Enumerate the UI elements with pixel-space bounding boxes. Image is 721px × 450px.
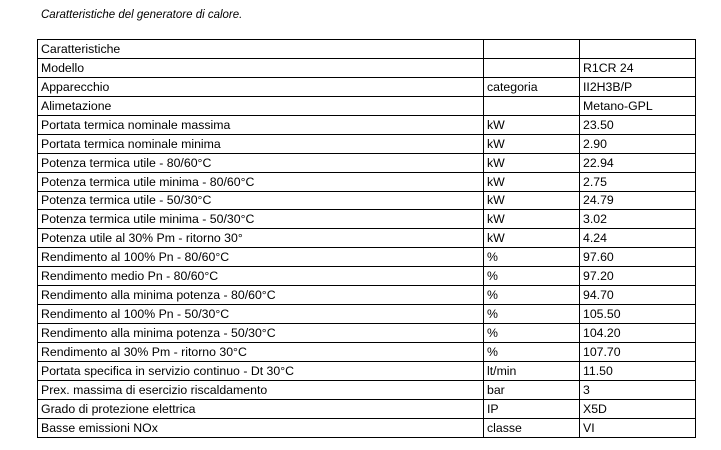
unit-cell: % <box>484 305 580 324</box>
unit-cell: kW <box>484 210 580 229</box>
value-cell: X5D <box>580 399 696 418</box>
unit-cell <box>484 96 580 115</box>
characteristic-cell: Portata specifica in servizio continuo - Dt 30°C <box>38 361 484 380</box>
unit-cell: kW <box>484 229 580 248</box>
unit-cell: % <box>484 286 580 305</box>
characteristic-cell: Prex. massima di esercizio riscaldamento <box>38 380 484 399</box>
table-row <box>38 40 696 59</box>
value-cell: 24.79 <box>580 191 696 210</box>
characteristic-cell: Portata termica nominale minima <box>38 134 484 153</box>
value-cell: 11.50 <box>580 361 696 380</box>
table-row <box>38 399 696 418</box>
table-row <box>38 380 696 399</box>
value-cell: 107.70 <box>580 343 696 362</box>
table-row <box>38 343 696 362</box>
characteristic-cell: Rendimento al 100% Pn - 50/30°C <box>38 305 484 324</box>
characteristic-cell: Rendimento alla minima potenza - 50/30°C <box>38 324 484 343</box>
unit-cell: kW <box>484 115 580 134</box>
table-row <box>38 286 696 305</box>
table-row <box>38 361 696 380</box>
table-row <box>38 191 696 210</box>
characteristic-cell: Potenza termica utile - 80/60°C <box>38 153 484 172</box>
table-row <box>38 418 696 437</box>
unit-cell <box>484 58 580 77</box>
value-cell: II2H3B/P <box>580 77 696 96</box>
table-row <box>38 153 696 172</box>
characteristic-cell: Caratteristiche <box>38 40 484 59</box>
unit-cell: % <box>484 324 580 343</box>
table-row <box>38 210 696 229</box>
specifications-table <box>37 39 696 438</box>
value-cell: 97.20 <box>580 267 696 286</box>
unit-cell: % <box>484 343 580 362</box>
table-row <box>38 229 696 248</box>
characteristic-cell: Alimetazione <box>38 96 484 115</box>
unit-cell: classe <box>484 418 580 437</box>
characteristic-cell: Rendimento alla minima potenza - 80/60°C <box>38 286 484 305</box>
value-cell: 97.60 <box>580 248 696 267</box>
value-cell: 94.70 <box>580 286 696 305</box>
characteristic-cell: Potenza termica utile minima - 80/60°C <box>38 172 484 191</box>
unit-cell: categoria <box>484 77 580 96</box>
table-caption: Caratteristiche del generatore di calore. <box>41 9 243 21</box>
characteristic-cell: Modello <box>38 58 484 77</box>
unit-cell: % <box>484 267 580 286</box>
characteristic-cell: Basse emissioni NOx <box>38 418 484 437</box>
unit-cell <box>484 40 580 59</box>
unit-cell: IP <box>484 399 580 418</box>
characteristic-cell: Apparecchio <box>38 77 484 96</box>
table-row <box>38 115 696 134</box>
characteristic-cell: Portata termica nominale massima <box>38 115 484 134</box>
characteristic-cell: Rendimento al 30% Pm - ritorno 30°C <box>38 343 484 362</box>
unit-cell: kW <box>484 134 580 153</box>
characteristic-cell: Grado di protezione elettrica <box>38 399 484 418</box>
characteristic-cell: Potenza termica utile minima - 50/30°C <box>38 210 484 229</box>
value-cell: R1CR 24 <box>580 58 696 77</box>
value-cell: 2.90 <box>580 134 696 153</box>
value-cell: 105.50 <box>580 305 696 324</box>
unit-cell: kW <box>484 153 580 172</box>
unit-cell: % <box>484 248 580 267</box>
value-cell: 22.94 <box>580 153 696 172</box>
table-row <box>38 267 696 286</box>
characteristic-cell: Potenza utile al 30% Pm - ritorno 30° <box>38 229 484 248</box>
table-row <box>38 96 696 115</box>
table-row <box>38 58 696 77</box>
value-cell: VI <box>580 418 696 437</box>
value-cell <box>580 40 696 59</box>
table-row <box>38 305 696 324</box>
value-cell: 104.20 <box>580 324 696 343</box>
unit-cell: lt/min <box>484 361 580 380</box>
table-row <box>38 324 696 343</box>
table-row <box>38 248 696 267</box>
characteristic-cell: Rendimento medio Pn - 80/60°C <box>38 267 484 286</box>
value-cell: 4.24 <box>580 229 696 248</box>
unit-cell: kW <box>484 191 580 210</box>
unit-cell: kW <box>484 172 580 191</box>
value-cell: 3.02 <box>580 210 696 229</box>
value-cell: 23.50 <box>580 115 696 134</box>
table-row <box>38 134 696 153</box>
characteristic-cell: Potenza termica utile - 50/30°C <box>38 191 484 210</box>
unit-cell: bar <box>484 380 580 399</box>
value-cell: 2.75 <box>580 172 696 191</box>
value-cell: 3 <box>580 380 696 399</box>
table-row <box>38 172 696 191</box>
table-row <box>38 77 696 96</box>
value-cell: Metano-GPL <box>580 96 696 115</box>
characteristic-cell: Rendimento al 100% Pn - 80/60°C <box>38 248 484 267</box>
specifications-table-body <box>38 40 696 438</box>
